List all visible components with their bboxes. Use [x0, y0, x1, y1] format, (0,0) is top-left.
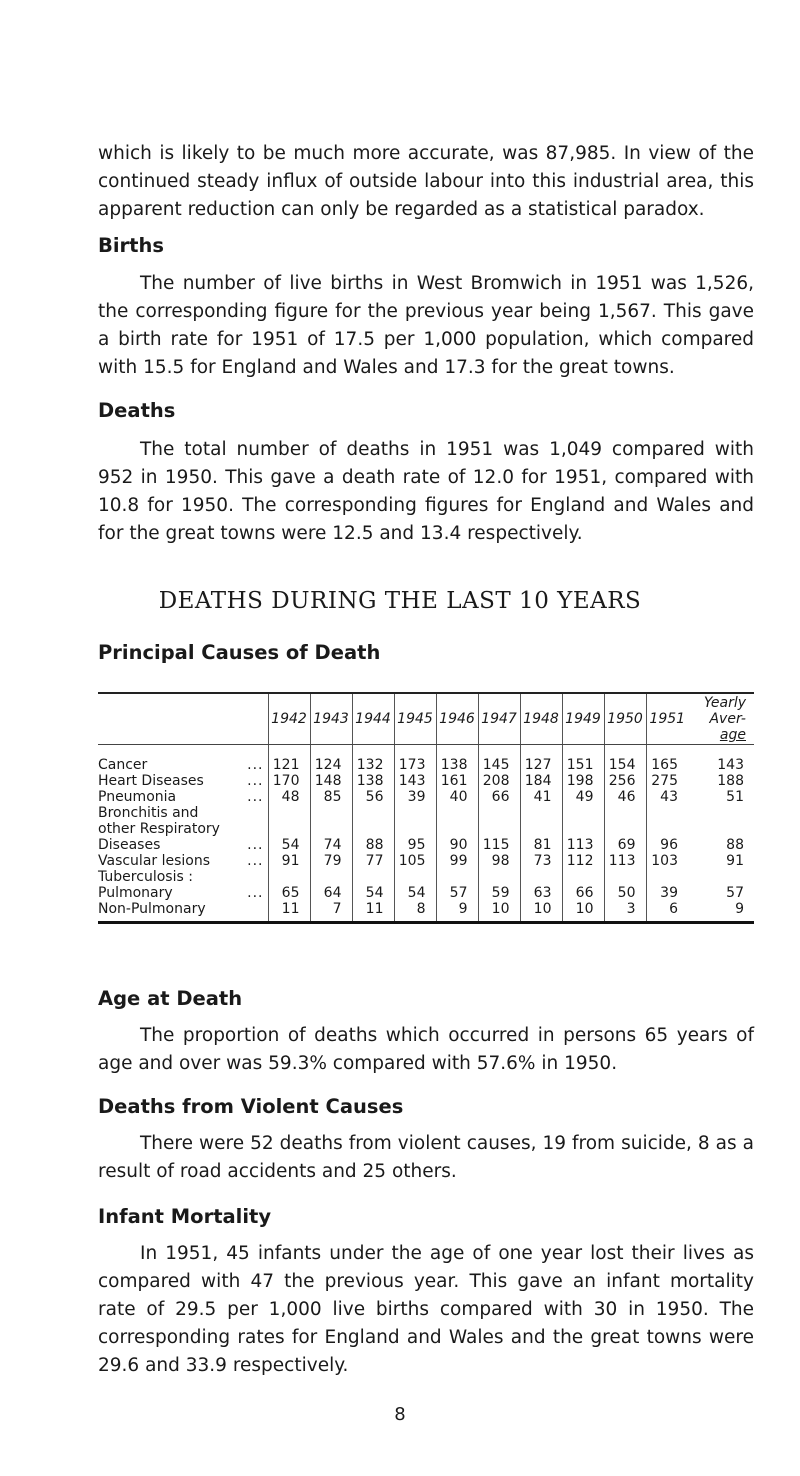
- year-value: 3: [604, 901, 646, 923]
- year-value: [352, 869, 394, 885]
- year-value: 145: [478, 745, 520, 774]
- cause-label: Cancer ...: [98, 745, 268, 774]
- infant-mortality-paragraph: In 1951, 45 infants under the age of one year lost their lives as compared with 47 the previous year. This gave an infant mortality rate of 29.5 per 1,000 live births compared with 30 in 1950. The corresponding rates for England and Wales and the great towns were 29.6 and 33.9 respectively.: [98, 1243, 754, 1376]
- average-value: [688, 805, 754, 821]
- table-row: [98, 805, 754, 821]
- year-value: 63: [520, 885, 562, 901]
- year-value: 10: [520, 901, 562, 923]
- year-value: 39: [394, 789, 436, 805]
- year-value: 198: [562, 773, 604, 789]
- year-value: [520, 869, 562, 885]
- year-header: 1943: [310, 694, 352, 745]
- year-value: 54: [268, 837, 310, 853]
- year-value: 41: [520, 789, 562, 805]
- year-value: 43: [646, 789, 688, 805]
- age-at-death-heading: Age at Death: [98, 987, 243, 1010]
- year-value: 90: [436, 837, 478, 853]
- year-value: 95: [394, 837, 436, 853]
- year-value: 99: [436, 853, 478, 869]
- year-value: 73: [520, 853, 562, 869]
- year-value: 138: [436, 745, 478, 774]
- year-value: 105: [394, 853, 436, 869]
- year-value: 11: [352, 901, 394, 923]
- table-row: [98, 821, 754, 837]
- leader-dots: ...: [247, 885, 264, 901]
- year-value: 48: [268, 789, 310, 805]
- year-value: 10: [478, 901, 520, 923]
- year-value: 132: [352, 745, 394, 774]
- year-value: 77: [352, 853, 394, 869]
- year-value: 173: [394, 745, 436, 774]
- year-value: 39: [646, 885, 688, 901]
- year-value: 96: [646, 837, 688, 853]
- year-value: 46: [604, 789, 646, 805]
- year-header: 1946: [436, 694, 478, 745]
- leader-dots: ...: [247, 757, 264, 773]
- deaths-heading: Deaths: [98, 399, 176, 422]
- table-row: [98, 745, 754, 774]
- table-row: [98, 901, 754, 923]
- table-row: [98, 869, 754, 885]
- year-value: [436, 869, 478, 885]
- cause-label: other Respiratory: [98, 821, 220, 837]
- year-value: 184: [520, 773, 562, 789]
- year-value: 10: [562, 901, 604, 923]
- year-value: 54: [394, 885, 436, 901]
- cause-label: Pulmonary ...: [98, 885, 268, 901]
- year-value: 50: [604, 885, 646, 901]
- year-value: 170: [268, 773, 310, 789]
- year-value: [310, 821, 352, 837]
- year-value: 64: [310, 885, 352, 901]
- year-value: 113: [604, 853, 646, 869]
- year-value: [310, 805, 352, 821]
- year-value: 79: [310, 853, 352, 869]
- births-heading: Births: [98, 234, 164, 257]
- year-header: 1944: [352, 694, 394, 745]
- year-value: 103: [646, 853, 688, 869]
- year-value: [646, 821, 688, 837]
- table-header-label: [98, 694, 268, 745]
- violent-causes-paragraph: There were 52 deaths from violent causes, 19 from suicide, 8 as a result of road accidents and 25 others.: [98, 1133, 754, 1182]
- year-value: 85: [310, 789, 352, 805]
- infant-mortality-heading: Infant Mortality: [98, 1205, 272, 1228]
- year-value: [352, 805, 394, 821]
- year-value: [646, 869, 688, 885]
- year-value: 88: [352, 837, 394, 853]
- year-value: 6: [646, 901, 688, 923]
- leader-dots: ...: [247, 837, 264, 853]
- average-value: 57: [726, 885, 744, 901]
- year-header: 1945: [394, 694, 436, 745]
- average-value: 188: [717, 773, 744, 789]
- year-value: [394, 821, 436, 837]
- average-value: 9: [688, 901, 754, 923]
- cause-label: Tuberculosis :: [98, 869, 193, 885]
- year-header: 1942: [268, 694, 310, 745]
- year-value: 151: [562, 745, 604, 774]
- cause-label: Diseases ...: [98, 837, 268, 853]
- year-value: 143: [394, 773, 436, 789]
- year-value: [478, 869, 520, 885]
- year-header: 1950: [604, 694, 646, 745]
- cause-label: Vascular lesions ...: [98, 853, 268, 869]
- year-value: 138: [352, 773, 394, 789]
- cause-label: Bronchitis and: [98, 805, 199, 821]
- year-value: 66: [562, 885, 604, 901]
- year-value: 208: [478, 773, 520, 789]
- year-value: 121: [268, 745, 310, 774]
- year-value: 275: [646, 773, 688, 789]
- year-value: [352, 821, 394, 837]
- cause-label: Pneumonia ...: [98, 789, 268, 805]
- violent-causes-heading: Deaths from Violent Causes: [98, 1095, 404, 1118]
- year-value: [436, 821, 478, 837]
- year-value: [604, 805, 646, 821]
- year-value: [478, 821, 520, 837]
- year-header: 1949: [562, 694, 604, 745]
- year-value: [520, 805, 562, 821]
- births-paragraph: The number of live births in West Bromwich in 1951 was 1,526, the corresponding figure for the previous year being 1,567. This gave a birth rate for 1951 of 17.5 per 1,000 population, which compared with 15.5 for England and Wales and 17.3 for the great towns.: [98, 273, 754, 378]
- table-row: [98, 885, 754, 901]
- leader-dots: ...: [247, 853, 264, 869]
- year-value: [394, 869, 436, 885]
- year-value: 7: [310, 901, 352, 923]
- year-value: 74: [310, 837, 352, 853]
- year-value: 165: [646, 745, 688, 774]
- year-value: [562, 805, 604, 821]
- table-body: [98, 745, 754, 923]
- table-subtitle: Principal Causes of Death: [98, 641, 381, 664]
- leader-dots: ...: [247, 789, 264, 805]
- table-row: [98, 837, 754, 853]
- average-value: 51: [726, 789, 744, 805]
- year-header: 1947: [478, 694, 520, 745]
- year-value: 124: [310, 745, 352, 774]
- average-value: [688, 821, 754, 837]
- year-value: 56: [352, 789, 394, 805]
- year-value: [604, 821, 646, 837]
- year-value: 112: [562, 853, 604, 869]
- year-value: 11: [268, 901, 310, 923]
- year-value: 115: [478, 837, 520, 853]
- average-value: [688, 869, 754, 885]
- intro-paragraph: which is likely to be much more accurate, was 87,985. In view of the continued steady influx of outside labour into this industrial area, this apparent reduction can only be regarded as a statistical paradox.: [98, 143, 754, 220]
- page-number: 8: [394, 1404, 406, 1425]
- year-value: 81: [520, 837, 562, 853]
- year-value: [268, 821, 310, 837]
- year-value: [436, 805, 478, 821]
- average-value: 91: [726, 853, 744, 869]
- year-header: 1951: [646, 694, 688, 745]
- year-value: 154: [604, 745, 646, 774]
- year-value: 256: [604, 773, 646, 789]
- year-value: 148: [310, 773, 352, 789]
- table-row: [98, 853, 754, 869]
- year-value: 98: [478, 853, 520, 869]
- year-value: [310, 869, 352, 885]
- table-row: [98, 789, 754, 805]
- year-value: [478, 805, 520, 821]
- year-value: 113: [562, 837, 604, 853]
- year-value: 49: [562, 789, 604, 805]
- year-value: [520, 821, 562, 837]
- year-value: 161: [436, 773, 478, 789]
- year-value: 40: [436, 789, 478, 805]
- age-at-death-paragraph: The proportion of deaths which occurred in persons 65 years of age and over was 59.3% compared with 57.6% in 1950.: [98, 1025, 754, 1074]
- average-value: 88: [726, 837, 744, 853]
- year-value: [268, 805, 310, 821]
- deaths-paragraph: The total number of deaths in 1951 was 1,049 compared with 952 in 1950. This gave a death rate of 12.0 for 1951, compared with 10.8 for 1950. The corresponding figures for England and Wales and for the great towns were 12.5 and 13.4 respectively.: [98, 439, 754, 544]
- table-row: [98, 773, 754, 789]
- leader-dots: ...: [247, 773, 264, 789]
- cause-label: Non-Pulmonary: [98, 901, 268, 923]
- cause-label: Heart Diseases ...: [98, 773, 268, 789]
- year-value: [604, 869, 646, 885]
- year-value: 59: [478, 885, 520, 901]
- year-value: [562, 821, 604, 837]
- year-value: 69: [604, 837, 646, 853]
- year-value: 66: [478, 789, 520, 805]
- year-value: [562, 869, 604, 885]
- average-value: 143: [717, 757, 744, 773]
- year-value: 65: [268, 885, 310, 901]
- year-value: 9: [436, 901, 478, 923]
- year-value: 8: [394, 901, 436, 923]
- average-header: Yearly Aver- age: [688, 694, 754, 745]
- deaths-table: [98, 692, 754, 924]
- table-header-row: [98, 694, 754, 745]
- year-value: [268, 869, 310, 885]
- year-value: 127: [520, 745, 562, 774]
- year-header: 1948: [520, 694, 562, 745]
- year-value: 57: [436, 885, 478, 901]
- year-value: [394, 805, 436, 821]
- year-value: 91: [268, 853, 310, 869]
- year-value: 54: [352, 885, 394, 901]
- year-value: [646, 805, 688, 821]
- table-title: DEATHS DURING THE LAST 10 YEARS: [158, 588, 642, 614]
